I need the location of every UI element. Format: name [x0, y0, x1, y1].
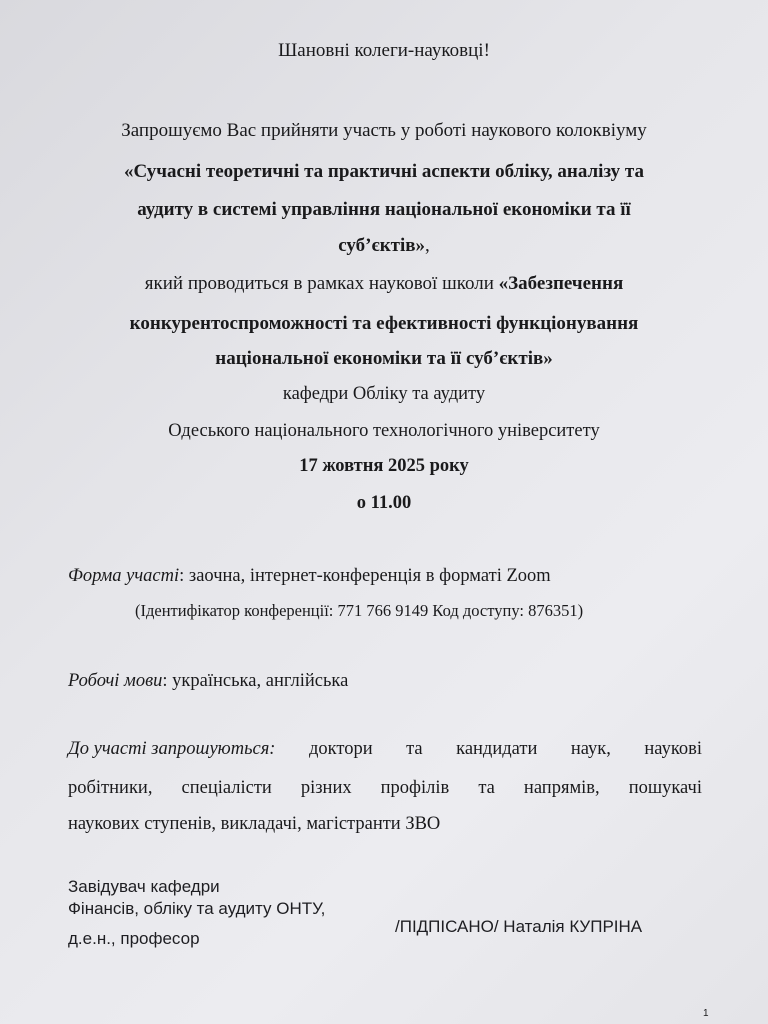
participation-form-value: : заочна, інтернет-конференція в форматі Zoom	[179, 566, 551, 586]
school-title-line-2: конкурентоспроможності та ефективності функціонування	[129, 313, 639, 334]
working-languages-value: : українська, англійська	[162, 671, 349, 691]
colloquium-title-line-2: аудиту в системі управління національної економіки та її	[137, 199, 631, 220]
school-title-line-3: національної економіки та її суб’єктів»	[215, 348, 553, 369]
working-languages	[68, 671, 348, 692]
invited-word: профілів	[380, 778, 450, 798]
school-prefix: який проводиться в рамках наукової школи	[144, 273, 499, 294]
conference-ids: (Ідентифікатор конференції: 771 766 9149 Код доступу: 876351)	[135, 601, 584, 620]
signatory-name: /ПІДПІСАНО/ Наталія КУПРІНА	[395, 917, 643, 936]
signatory-position: Завідувач кафедри	[68, 877, 220, 896]
department: кафедри Обліку та аудиту	[282, 384, 486, 404]
invited-word: спеціалісти	[181, 778, 272, 798]
invited-line-2	[68, 778, 702, 799]
colloquium-title-end: суб’єктів»	[338, 235, 426, 256]
signatory-department: Фінансів, обліку та аудиту ОНТУ,	[68, 899, 326, 918]
invited-word: та	[406, 739, 423, 759]
invited-word: різних	[300, 778, 352, 798]
colloquium-title-comma: ,	[425, 235, 430, 256]
invited-label: До участі запрошуються:	[68, 739, 276, 759]
participation-form	[68, 566, 551, 587]
university: Одеського національного технологічного університету	[168, 421, 600, 441]
page-number: 1	[703, 1008, 709, 1019]
invited-word: пошукачі	[628, 778, 702, 798]
invited-word: робітники,	[68, 778, 153, 798]
event-time: о 11.00	[356, 493, 412, 513]
colloquium-title-line-3	[0, 235, 768, 257]
participation-form-label: Форма участі	[68, 566, 180, 586]
invited-word: та	[478, 778, 495, 798]
school-title-start: «Забезпечення	[498, 273, 624, 294]
colloquium-title-line-1: «Сучасні теоретичні та практичні аспекти обліку, аналізу та	[124, 161, 644, 182]
greeting: Шановні колеги-науковці!	[278, 40, 490, 61]
invited-word: наукові	[644, 739, 702, 759]
school-line	[0, 273, 768, 295]
invite-line: Запрошуємо Вас прийняти участь у роботі наукового колоквіуму	[121, 120, 647, 141]
invited-line-1	[68, 739, 702, 760]
event-date: 17 жовтня 2025 року	[299, 456, 469, 476]
invited-line-3: наукових ступенів, викладачі, магістранти ЗВО	[68, 814, 441, 834]
invited-word: напрямів,	[523, 778, 600, 798]
invited-word: доктори	[308, 739, 373, 759]
invited-word: наук,	[570, 739, 611, 759]
working-languages-label: Робочі мови	[68, 671, 163, 691]
invited-word: кандидати	[456, 739, 538, 759]
signatory-degree: д.е.н., професор	[68, 929, 200, 948]
